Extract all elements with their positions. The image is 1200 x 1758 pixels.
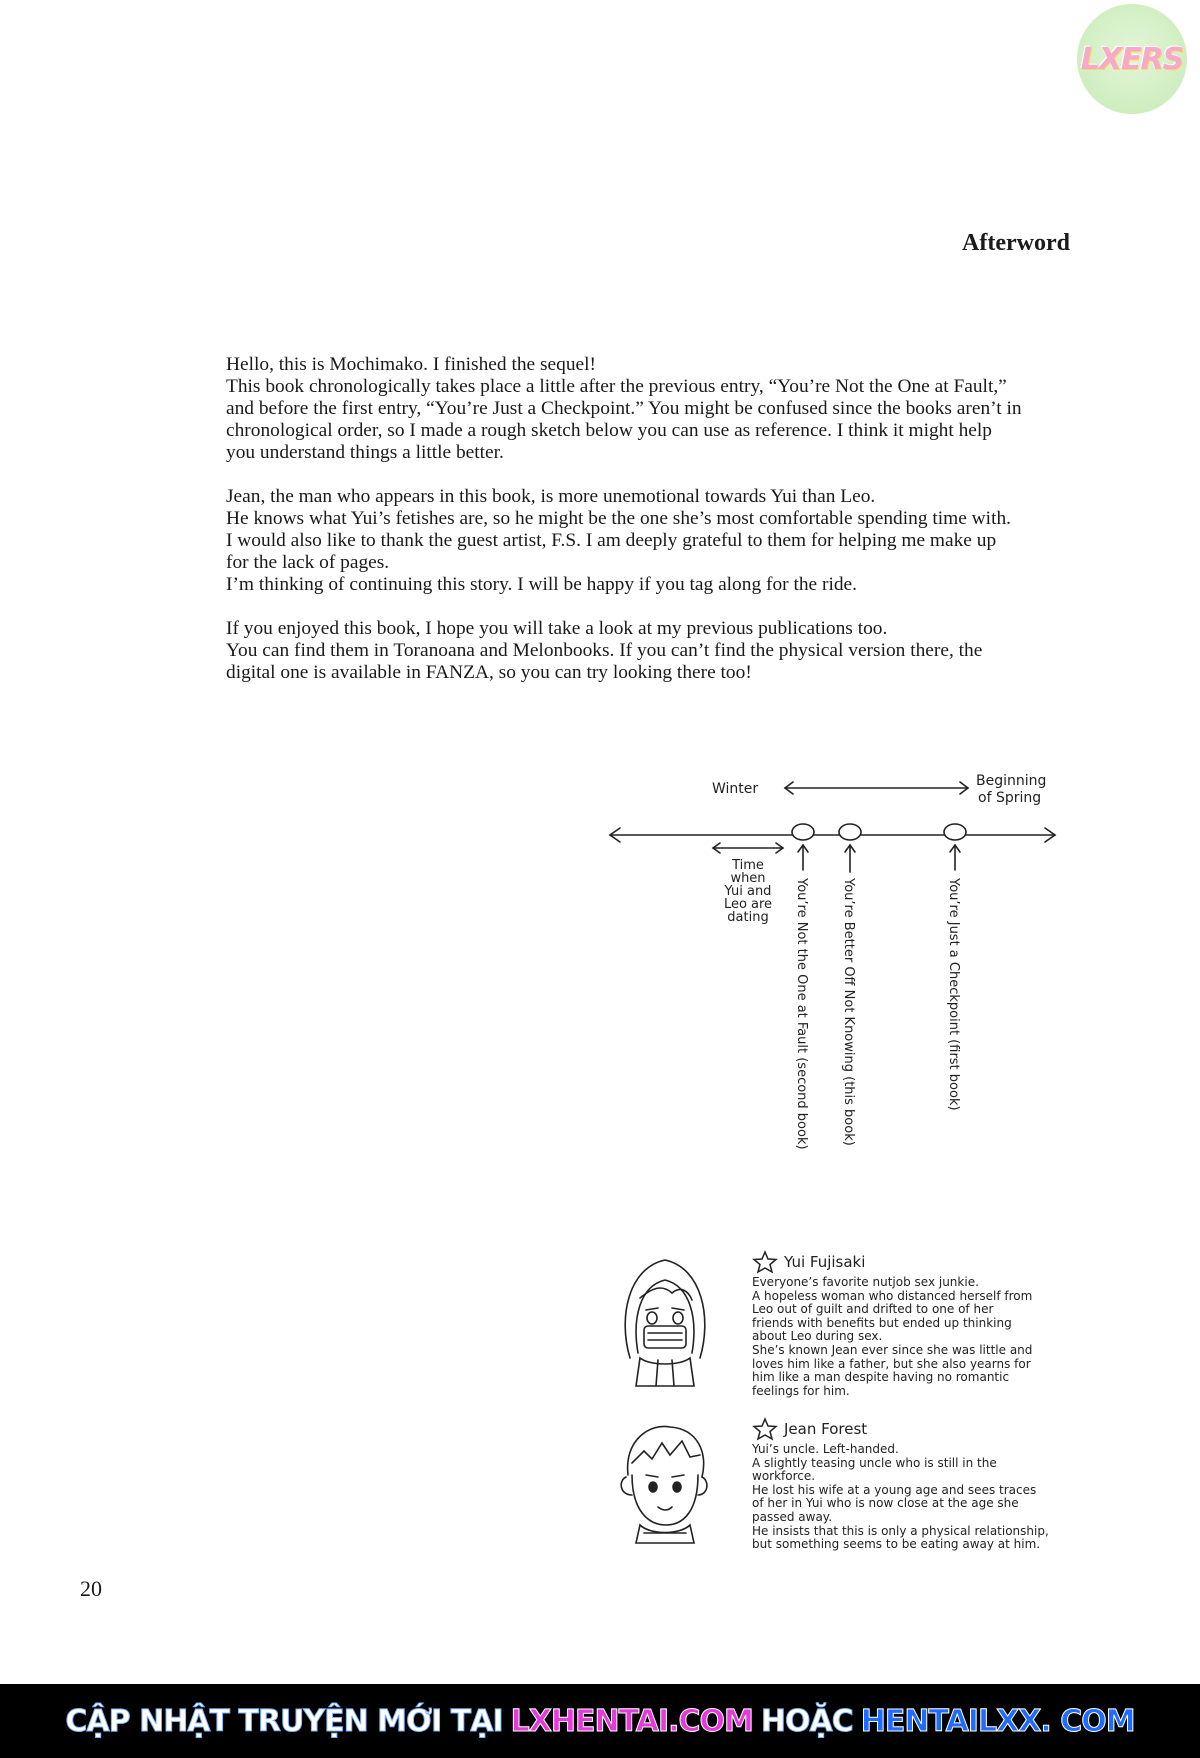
desc-line: He lost his wife at a young age and sees traces — [752, 1482, 1037, 1497]
afterword-body — [226, 354, 1126, 706]
text-line: digital one is available in FANZA, so you can try looking there too! — [226, 662, 752, 683]
text-line: Hello, this is Mochimako. I finished the sequel! — [226, 354, 596, 375]
desc-line: Leo out of guilt and drifted to one of her — [752, 1302, 994, 1317]
dating-label-line: dating — [727, 910, 769, 925]
desc-line: A hopeless woman who distanced herself from — [752, 1288, 1033, 1303]
desc-line: loves him like a father, but she also yearns for — [752, 1356, 1031, 1371]
book-label-first: You’re Just a Checkpoint (first book) — [946, 878, 961, 1111]
banner-conjunction: HOẶC — [760, 1703, 853, 1739]
text-line: for the lack of pages. — [226, 552, 390, 573]
season-start-label: Winter — [712, 781, 759, 797]
banner-site-link-1[interactable]: LXHENTAI.COM — [510, 1703, 753, 1739]
dating-label-line: when — [730, 871, 766, 886]
text-line: you understand things a little better. — [226, 442, 504, 463]
marker-this-book — [839, 824, 861, 840]
desc-line: passed away. — [752, 1509, 833, 1524]
book-label-second: You’re Not the One at Fault (second book) — [794, 878, 809, 1150]
text-line: He knows what Yui’s fetishes are, so he might be the one she’s most comfortable spending time with. — [226, 508, 1011, 529]
season-end-label-1: Beginning — [976, 773, 1047, 789]
character-card-jean — [600, 1415, 1130, 1565]
desc-line: She’s known Jean ever since she was little and — [752, 1342, 1033, 1357]
desc-line: Everyone’s favorite nutjob sex junkie. — [752, 1275, 979, 1289]
season-end-label-2: of Spring — [978, 790, 1042, 806]
yui-portrait — [610, 1248, 720, 1398]
marker-first-book — [944, 824, 966, 840]
desc-line: workforce. — [752, 1469, 816, 1484]
page-number: 20 — [80, 1576, 102, 1601]
book-label-this: You’re Better Off Not Knowing (this book) — [841, 878, 856, 1146]
chronology-sketch — [600, 760, 1070, 1200]
text-line: chronological order, so I made a rough sketch below you can use as reference. I think it might help — [226, 420, 992, 441]
text-line: This book chronologically takes place a little after the previous entry, “You’re Not the One at Fault,” — [226, 376, 1007, 397]
character-description — [752, 1443, 1132, 1552]
character-name-row — [752, 1417, 1132, 1441]
lxers-logo — [1077, 4, 1187, 114]
jean-info — [752, 1417, 1132, 1552]
paragraph-2 — [226, 486, 1126, 596]
character-card-yui — [600, 1248, 1130, 1398]
text-line: and before the first entry, “You’re Just a Checkpoint.” You might be confused since the books aren’t in — [226, 398, 1022, 419]
yui-info — [752, 1250, 1132, 1398]
desc-line: about Leo during sex. — [752, 1329, 883, 1344]
jean-portrait — [610, 1415, 720, 1555]
desc-line: A slightly teasing uncle who is still in the — [752, 1455, 997, 1470]
paragraph-1 — [226, 354, 1126, 464]
dating-label-line: Time — [732, 858, 764, 873]
desc-line: He insists that this is only a physical relationship, — [752, 1523, 1049, 1538]
desc-line: him like a man despite having no romantic — [752, 1370, 1010, 1385]
promo-banner[interactable] — [0, 1684, 1200, 1758]
desc-line: Yui’s uncle. Left-handed. — [752, 1442, 899, 1456]
character-name-row — [752, 1250, 1132, 1274]
dating-label-line: Leo are — [723, 897, 773, 912]
page-title: Afterword — [962, 230, 1070, 256]
star-icon — [752, 1417, 778, 1441]
text-line: Jean, the man who appears in this book, is more unemotional towards Yui than Leo. — [226, 486, 876, 507]
desc-line: friends with benefits but ended up thinking — [752, 1315, 1012, 1330]
text-line: I would also like to thank the guest artist, F.S. I am deeply grateful to them for helping me make up — [226, 530, 997, 551]
character-description — [752, 1276, 1132, 1398]
desc-line: but something seems to be eating away at him. — [752, 1537, 1041, 1552]
banner-site-link-2[interactable]: HENTAILXX. COM — [860, 1703, 1135, 1739]
text-line: You can find them in Toranoana and Melonbooks. If you can’t find the physical version there, the — [226, 640, 983, 661]
banner-prefix: CẬP NHẬT TRUYỆN MỚI TẠI — [65, 1703, 503, 1739]
desc-line: feelings for him. — [752, 1383, 850, 1398]
star-icon — [752, 1250, 778, 1274]
paragraph-3 — [226, 618, 1126, 684]
desc-line: of her in Yui who is now close at the age she — [752, 1496, 1019, 1511]
character-name: Yui Fujisaki — [784, 1253, 866, 1271]
marker-second-book — [792, 824, 814, 840]
dating-label-line: Yui and — [724, 884, 772, 899]
text-line: If you enjoyed this book, I hope you will take a look at my previous publications too. — [226, 618, 888, 639]
character-name: Jean Forest — [784, 1420, 868, 1438]
logo-text: LXERS — [1080, 41, 1184, 77]
text-line: I’m thinking of continuing this story. I will be happy if you tag along for the ride. — [226, 574, 857, 595]
